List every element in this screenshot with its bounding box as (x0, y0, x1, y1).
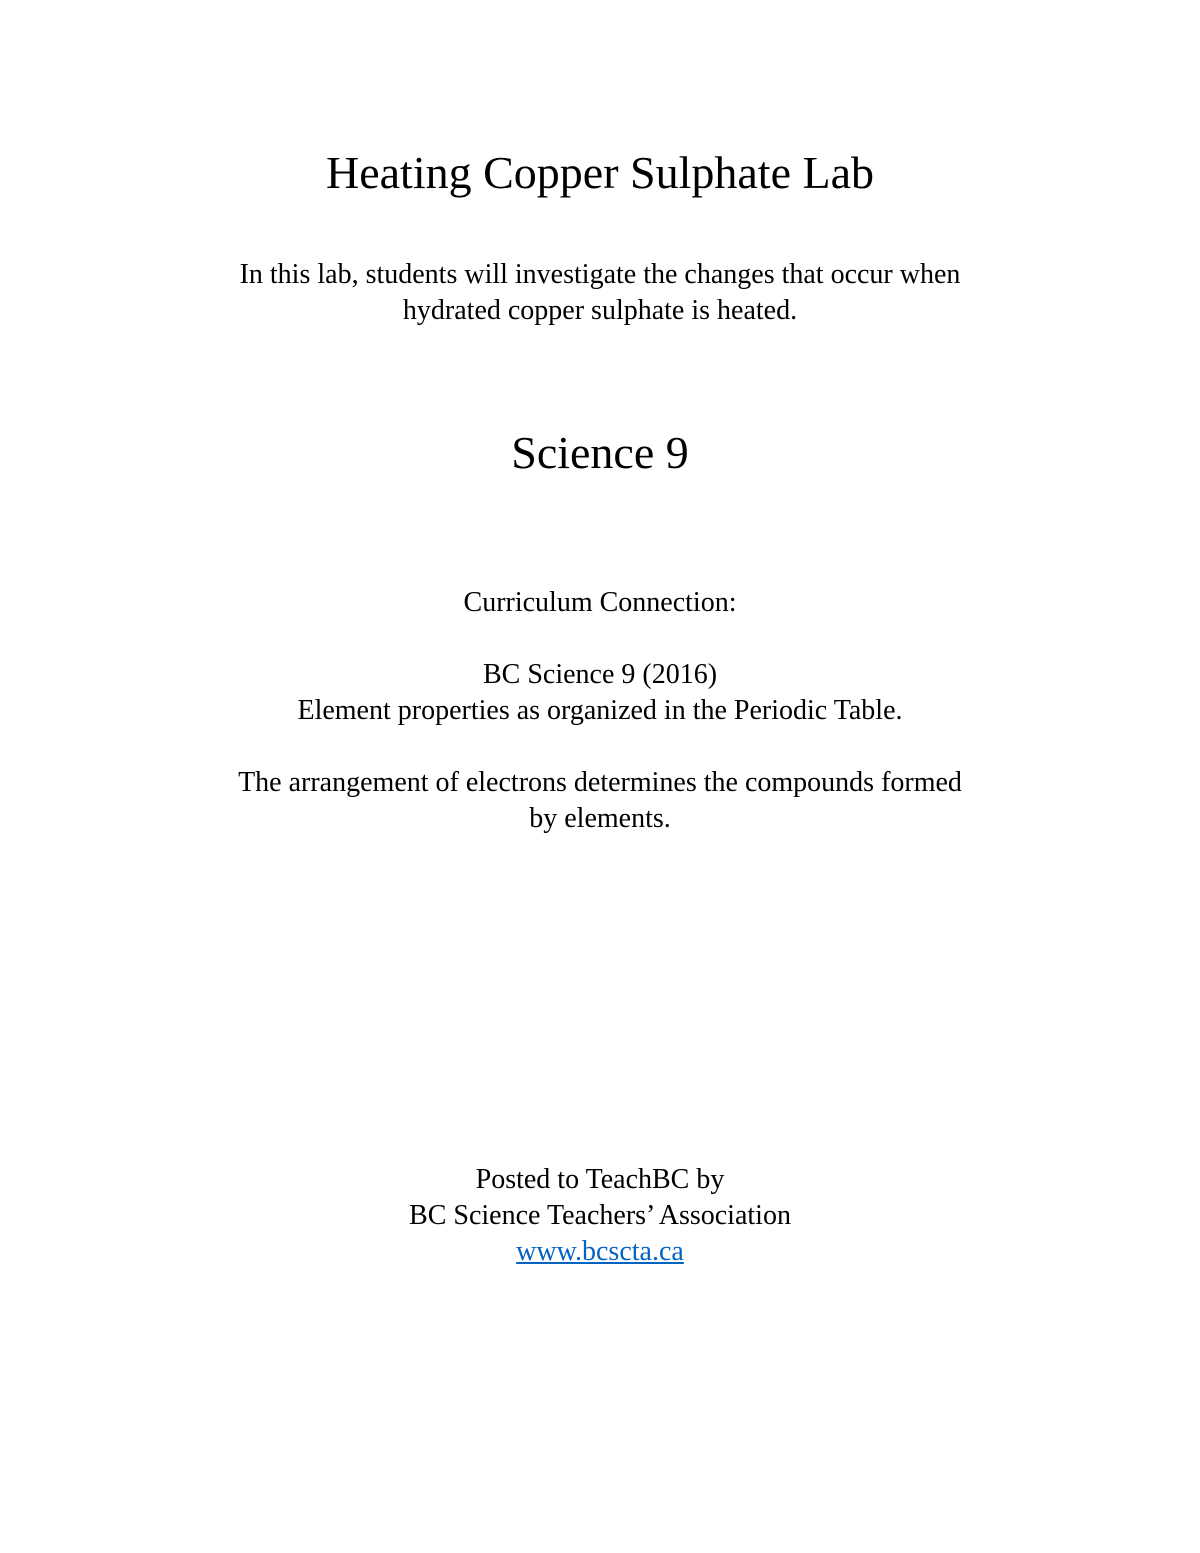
intro-line-2: hydrated copper sulphate is heated. (402, 295, 798, 326)
document-title: Heating Copper Sulphate Lab (325, 147, 875, 198)
posted-by-line: Posted to TeachBC by (475, 1164, 725, 1195)
curriculum-arrangement-line-1: The arrangement of electrons determines the compounds formed (238, 767, 962, 798)
website-link[interactable]: www.bcscta.ca (516, 1236, 684, 1267)
curriculum-arrangement-line-2: by elements. (529, 803, 671, 834)
curriculum-course: BC Science 9 (2016) (482, 659, 718, 690)
website-link-row (0, 1238, 1200, 1266)
curriculum-connection-label: Curriculum Connection: (463, 587, 737, 618)
curriculum-element-properties: Element properties as organized in the Periodic Table. (297, 695, 903, 726)
intro-line-1: In this lab, students will investigate the changes that occur when (239, 259, 961, 290)
subject-heading: Science 9 (511, 427, 689, 478)
association-name: BC Science Teachers’ Association (409, 1200, 791, 1231)
